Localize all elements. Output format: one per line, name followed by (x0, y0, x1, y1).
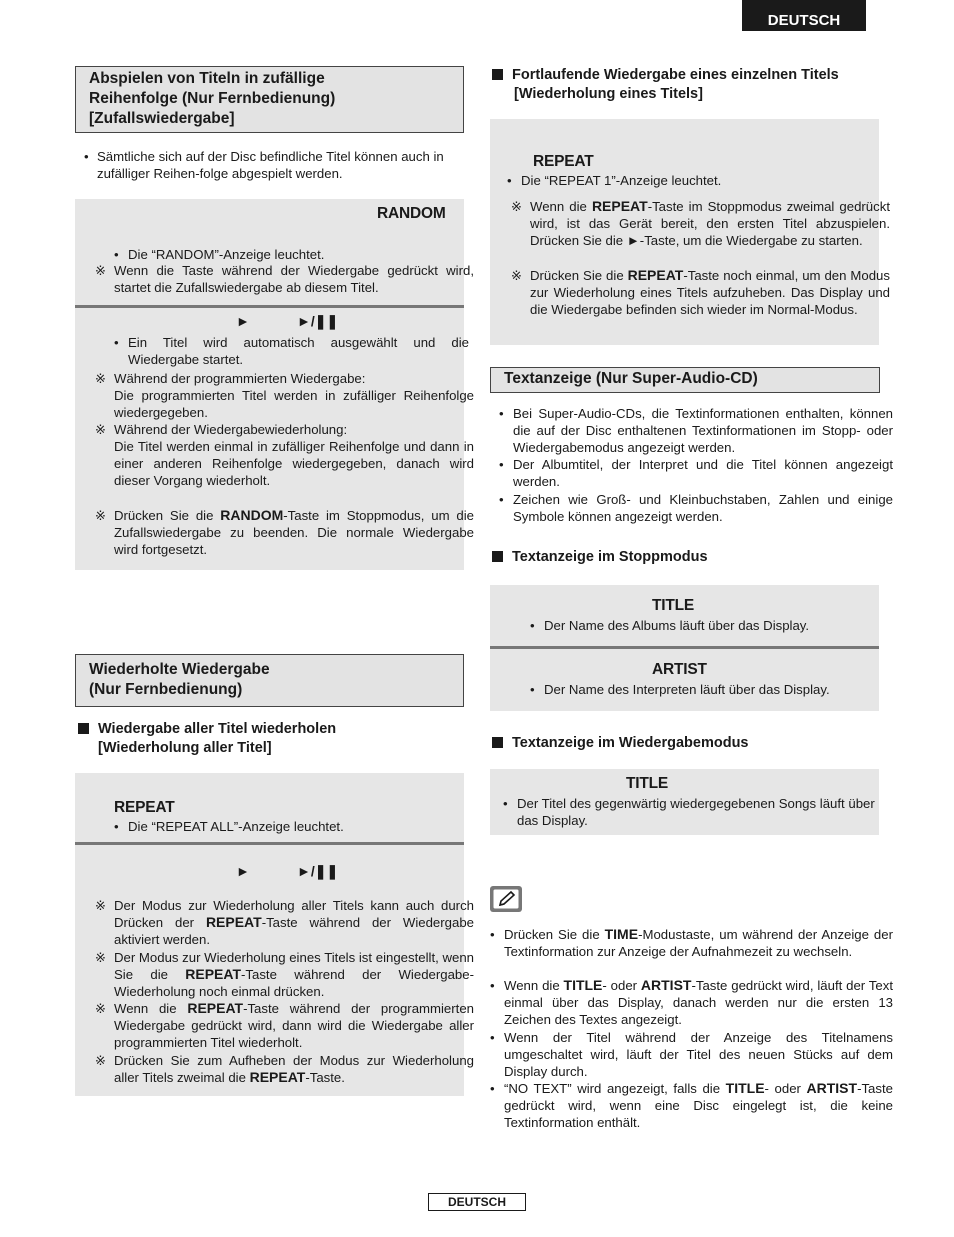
title-key-label: TITLE (626, 775, 669, 792)
repeat-key-label: REPEAT (114, 799, 175, 816)
play-pause-icon: ►/❚❚ (297, 313, 339, 329)
text-note: • Drücken Sie die TIME-Modustaste, um während der Anzeige der Textinformation zur Anzeige der Aufnahmezeit zu wechseln. (490, 926, 893, 959)
artist-box (490, 649, 879, 711)
title-line: Abspielen von Titeln in zufällige (89, 70, 325, 87)
pencil-note-icon (490, 886, 522, 912)
divider (75, 305, 464, 308)
repeat-all-note: ※ Der Modus zur Wiederholung aller Titels kann auch durch Drücken der REPEAT-Taste während der Wiedergabe aktiviert werden. (95, 898, 474, 947)
divider (75, 842, 464, 845)
repeat-key-label: REPEAT (533, 153, 594, 170)
text-note: • Wenn die TITLE- oder ARTIST-Taste gedrückt wird, läuft der Text einmal über das Display, danach werden nur die ersten 13 Zeichen des Textes angezeigt. (490, 977, 893, 1027)
random-key-label: RANDOM (377, 205, 446, 222)
language-tab: DEUTSCH (742, 0, 866, 31)
random-cancel-note: ※ Drücken Sie die RANDOM-Taste im Stoppmodus, um die Zufallswiedergabe zu beenden. Die normale Wiedergabe wird fortgesetzt. (95, 507, 475, 557)
random-note-repeat: ※ Während der Wiedergabewiederholung: Die Titel werden einmal in zufälliger Reihenfolge und dann in einer anderen Reihenfolge wiedergegeben, danach wird dieser Vorgang wiederholt. (95, 422, 474, 488)
bullet-dot: • (84, 149, 89, 164)
random-step1-bullet: • Die “RANDOM”-Anzeige leuchtet. (114, 247, 325, 262)
artist-key-label: ARTIST (652, 661, 707, 678)
repeat-all-heading: Wiedergabe aller Titel wiederholen [Wiederholung aller Titel] (78, 720, 336, 758)
text-section-title: Textanzeige (Nur Super-Audio-CD) (490, 367, 880, 393)
repeat-single-note: ※ Wenn die REPEAT-Taste im Stoppmodus zweimal gedrückt wird, ist das Gerät bereit, den ersten Titel abzuspielen. Drücken Sie die ►-Taste, um die Wiedergabe zu starten. (511, 198, 890, 248)
repeat-all-bullet: • Die “REPEAT ALL”-Anzeige leuchtet. (114, 819, 344, 834)
play-icon: ► (236, 313, 250, 329)
random-step1-note: ※ Wenn die Taste während der Wiedergabe gedrückt wird, startet die Zufallswiedergabe ab diesem Titel. (95, 263, 474, 295)
repeat-single-note: ※ Drücken Sie die REPEAT-Taste noch einmal, um den Modus zur Wiederholung eines Titels aufzuheben. Das Display und die Wiedergabe befinden sich wieder im Normal-Modus. (511, 267, 890, 317)
text-play-heading: Textanzeige im Wiedergabemodus (492, 734, 749, 753)
repeat-all-note: ※ Wenn die REPEAT-Taste während der programmierten Wiedergabe gedrückt wird, dann wird die Wiedergabe aller programmierten Titel wiederholt. (95, 1000, 474, 1050)
play-pause-icon: ►/❚❚ (297, 863, 339, 879)
repeat-section-title (75, 654, 464, 707)
intro-line: zufälliger Reihen-folge abgespielt werden. (97, 166, 343, 181)
text-bullet: • Bei Super-Audio-CDs, die Textinformationen enthalten, können die auf der Disc enthaltenen Textinformationen im Stopp- oder Wiedergabemodus angezeigt werden. (499, 406, 893, 455)
text-bullet: • Zeichen wie Groß- und Kleinbuchstaben, Zahlen und einige Symbole können angezeigt werden. (499, 492, 893, 524)
random-note-programmed: ※ Während der programmierten Wiedergabe: Die programmierten Titel werden in zufälliger Reihenfolge wiedergegeben. (95, 371, 474, 420)
repeat-single-heading: Fortlaufende Wiedergabe eines einzelnen Titels [Wiederholung eines Titels] (492, 66, 839, 104)
intro-line: Sämtliche sich auf der Disc befindliche Titel können auch in (97, 149, 444, 164)
title-line: Reihenfolge (Nur Fernbedienung) (89, 90, 336, 107)
text-note: • Wenn der Titel während der Anzeige des Titelnamens umgeschaltet wird, läuft der Titel des neuen Stücks auf dem Display durch. (490, 1030, 893, 1079)
title-bullet: • Der Name des Albums läuft über das Display. (530, 618, 810, 633)
square-bullet-icon (492, 737, 503, 748)
play-icon: ► (236, 863, 250, 879)
random-intro (84, 148, 479, 182)
repeat-single-bullet: • Die “REPEAT 1”-Anzeige leuchtet. (507, 173, 722, 188)
text-bullet: • Der Albumtitel, der Interpret und die Titel können angezeigt werden. (499, 457, 893, 489)
title-line: Wiederholte Wiedergabe (89, 661, 270, 678)
footer-language-label: DEUTSCH (428, 1193, 526, 1211)
artist-bullet: • Der Name des Interpreten läuft über das Display. (530, 682, 830, 697)
square-bullet-icon (492, 69, 503, 80)
text-stop-heading: Textanzeige im Stoppmodus (492, 548, 708, 567)
random-section-title (75, 66, 464, 133)
repeat-all-note: ※ Der Modus zur Wiederholung eines Titels ist eingestellt, wenn Sie die REPEAT-Taste während der Wiedergabe-Wiederholung noch einmal drücken. (95, 950, 474, 999)
repeat-all-note: ※ Drücken Sie zum Aufheben der Modus zur Wiederholung aller Titels zweimal die REPEAT-Taste. (95, 1053, 474, 1085)
play-title-bullet: • Der Titel des gegenwärtig wiedergegebenen Songs läuft über das Display. (503, 796, 875, 828)
text-note: • “NO TEXT” wird angezeigt, falls die TITLE- oder ARTIST-Taste gedrückt wird, wenn eine Disc eingelegt ist, die keine Textinformation enthält. (490, 1080, 893, 1130)
square-bullet-icon (492, 551, 503, 562)
title-key-label: TITLE (652, 597, 695, 614)
square-bullet-icon (78, 723, 89, 734)
title-box (490, 585, 879, 646)
random-step2-bullet: • Ein Titel wird automatisch ausgewählt und die Wiedergabe startet. (114, 335, 469, 367)
title-line: [Zufallswiedergabe] (89, 110, 235, 127)
title-line: (Nur Fernbedienung) (89, 681, 243, 698)
